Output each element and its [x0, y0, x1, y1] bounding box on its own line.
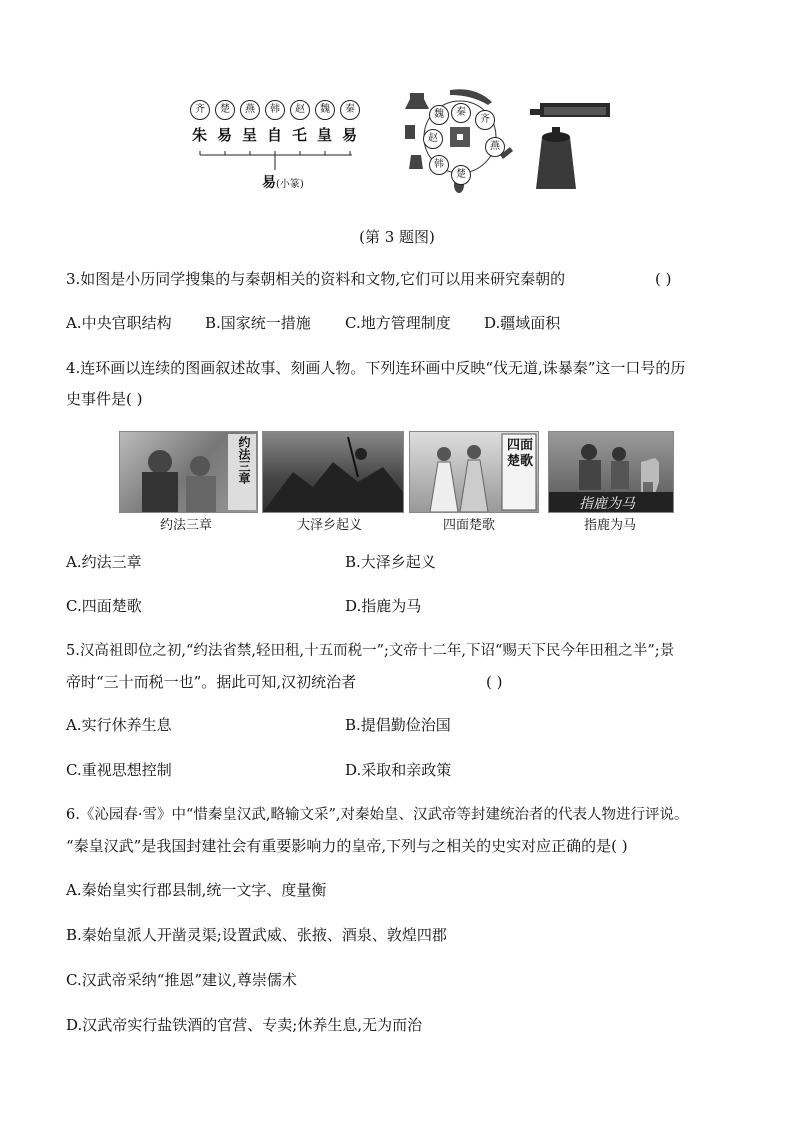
state-label: 楚	[215, 100, 235, 120]
comic-image-2	[262, 431, 404, 513]
answer-paren: ( )	[655, 270, 672, 288]
coin-state: 楚	[451, 165, 471, 185]
question-3-stem: 3.如图是小历同学搜集的与秦朝相关的资料和文物,它们可以用来研究秦朝的	[66, 270, 566, 288]
option-d[interactable]: D.汉武帝实行盐铁酒的官营、专卖;休养生息,无为而治	[66, 1016, 423, 1034]
state-label: 赵	[290, 100, 310, 120]
ancient-script: 乇	[292, 126, 308, 144]
comic-caption: 约法三章	[160, 518, 213, 533]
question-5-stem-line1: 5.汉高祖即位之初,“约法省禁,轻田租,十五而税一”;文帝十二年,下诏“赐天下民今年田租之半”;景	[66, 643, 675, 659]
question-6-stem-line2: “秦皇汉武”是我国封建社会有重要影响力的皇帝,下列与之相关的史实对应正确的是( )	[66, 837, 628, 855]
coin-state: 韩	[429, 155, 449, 175]
unification-bracket	[190, 150, 360, 172]
option-b[interactable]: B.大泽乡起义	[345, 553, 436, 571]
state-label: 秦	[340, 100, 360, 120]
answer-paren: ( )	[486, 673, 503, 691]
comic-overlay-text: 指鹿为马	[579, 496, 635, 512]
script-evolution-chart	[190, 100, 380, 190]
option-d[interactable]: D.采取和亲政策	[345, 761, 452, 779]
coin-state: 燕	[485, 137, 505, 157]
coin-state: 赵	[423, 129, 443, 149]
figure-3-caption: (第 3 题图)	[359, 228, 435, 246]
option-c[interactable]: C.重视思想控制	[66, 761, 172, 779]
question-5-stem-line2: 帝时“三十而税一也”。据此可知,汉初统治者	[66, 673, 357, 691]
option-a[interactable]: A.秦始皇实行郡县制,统一文字、度量衡	[66, 881, 327, 899]
coin-state: 秦	[451, 103, 471, 123]
option-b[interactable]: B.国家统一措施	[205, 314, 311, 332]
comic-image-1	[119, 431, 258, 513]
ancient-script: 呈	[242, 126, 258, 144]
option-b[interactable]: B.秦始皇派人开凿灵渠;设置武威、张掖、酒泉、敦煌四郡	[66, 926, 447, 944]
comic-caption: 大泽乡起义	[297, 518, 363, 533]
question-6-stem-line1: 6.《沁园春·雪》中“惜秦皇汉武,略输文采”,对秦始皇、汉武帝等封建统治者的代表人物进行评说。	[66, 807, 689, 823]
ancient-script: 自	[267, 126, 283, 144]
option-c[interactable]: C.汉武帝采纳“推恩”建议,尊崇儒术	[66, 971, 297, 989]
coin-state: 魏	[429, 105, 449, 125]
figure-3	[180, 85, 620, 195]
comic-image-4	[548, 431, 674, 513]
coin-diagram	[405, 85, 515, 195]
small-seal-label: 易(小篆)	[262, 175, 304, 191]
comic-image-3	[409, 431, 539, 513]
question-4-stem-line2: 史事件是( )	[66, 390, 143, 408]
state-label: 燕	[240, 100, 260, 120]
measure-artifacts	[520, 95, 615, 195]
option-a[interactable]: A.中央官职结构	[66, 314, 172, 332]
state-label: 魏	[315, 100, 335, 120]
option-a[interactable]: A.实行休养生息	[66, 716, 172, 734]
ancient-script: 朱	[192, 126, 208, 144]
ancient-script: 易	[342, 126, 358, 144]
comic-caption: 四面楚歌	[443, 518, 496, 533]
comic-caption: 指鹿为马	[584, 518, 637, 533]
option-c[interactable]: C.四面楚歌	[66, 597, 142, 615]
option-b[interactable]: B.提倡勤俭治国	[345, 716, 451, 734]
option-d[interactable]: D.疆域面积	[484, 314, 561, 332]
state-label: 齐	[190, 100, 210, 120]
question-4-stem-line1: 4.连环画以连续的图画叙述故事、刻画人物。下列连环画中反映“伐无道,诛暴秦”这一口号的历	[66, 359, 686, 377]
option-a[interactable]: A.约法三章	[66, 553, 142, 571]
ancient-script: 皇	[317, 126, 333, 144]
comic-overlay-text: 四面楚歌	[506, 438, 533, 469]
comic-overlay-text: 约法三章	[237, 436, 251, 484]
state-label: 韩	[265, 100, 285, 120]
option-c[interactable]: C.地方管理制度	[345, 314, 451, 332]
coin-state: 齐	[475, 110, 495, 130]
option-d[interactable]: D.指鹿为马	[345, 597, 422, 615]
ancient-script: 易	[217, 126, 233, 144]
